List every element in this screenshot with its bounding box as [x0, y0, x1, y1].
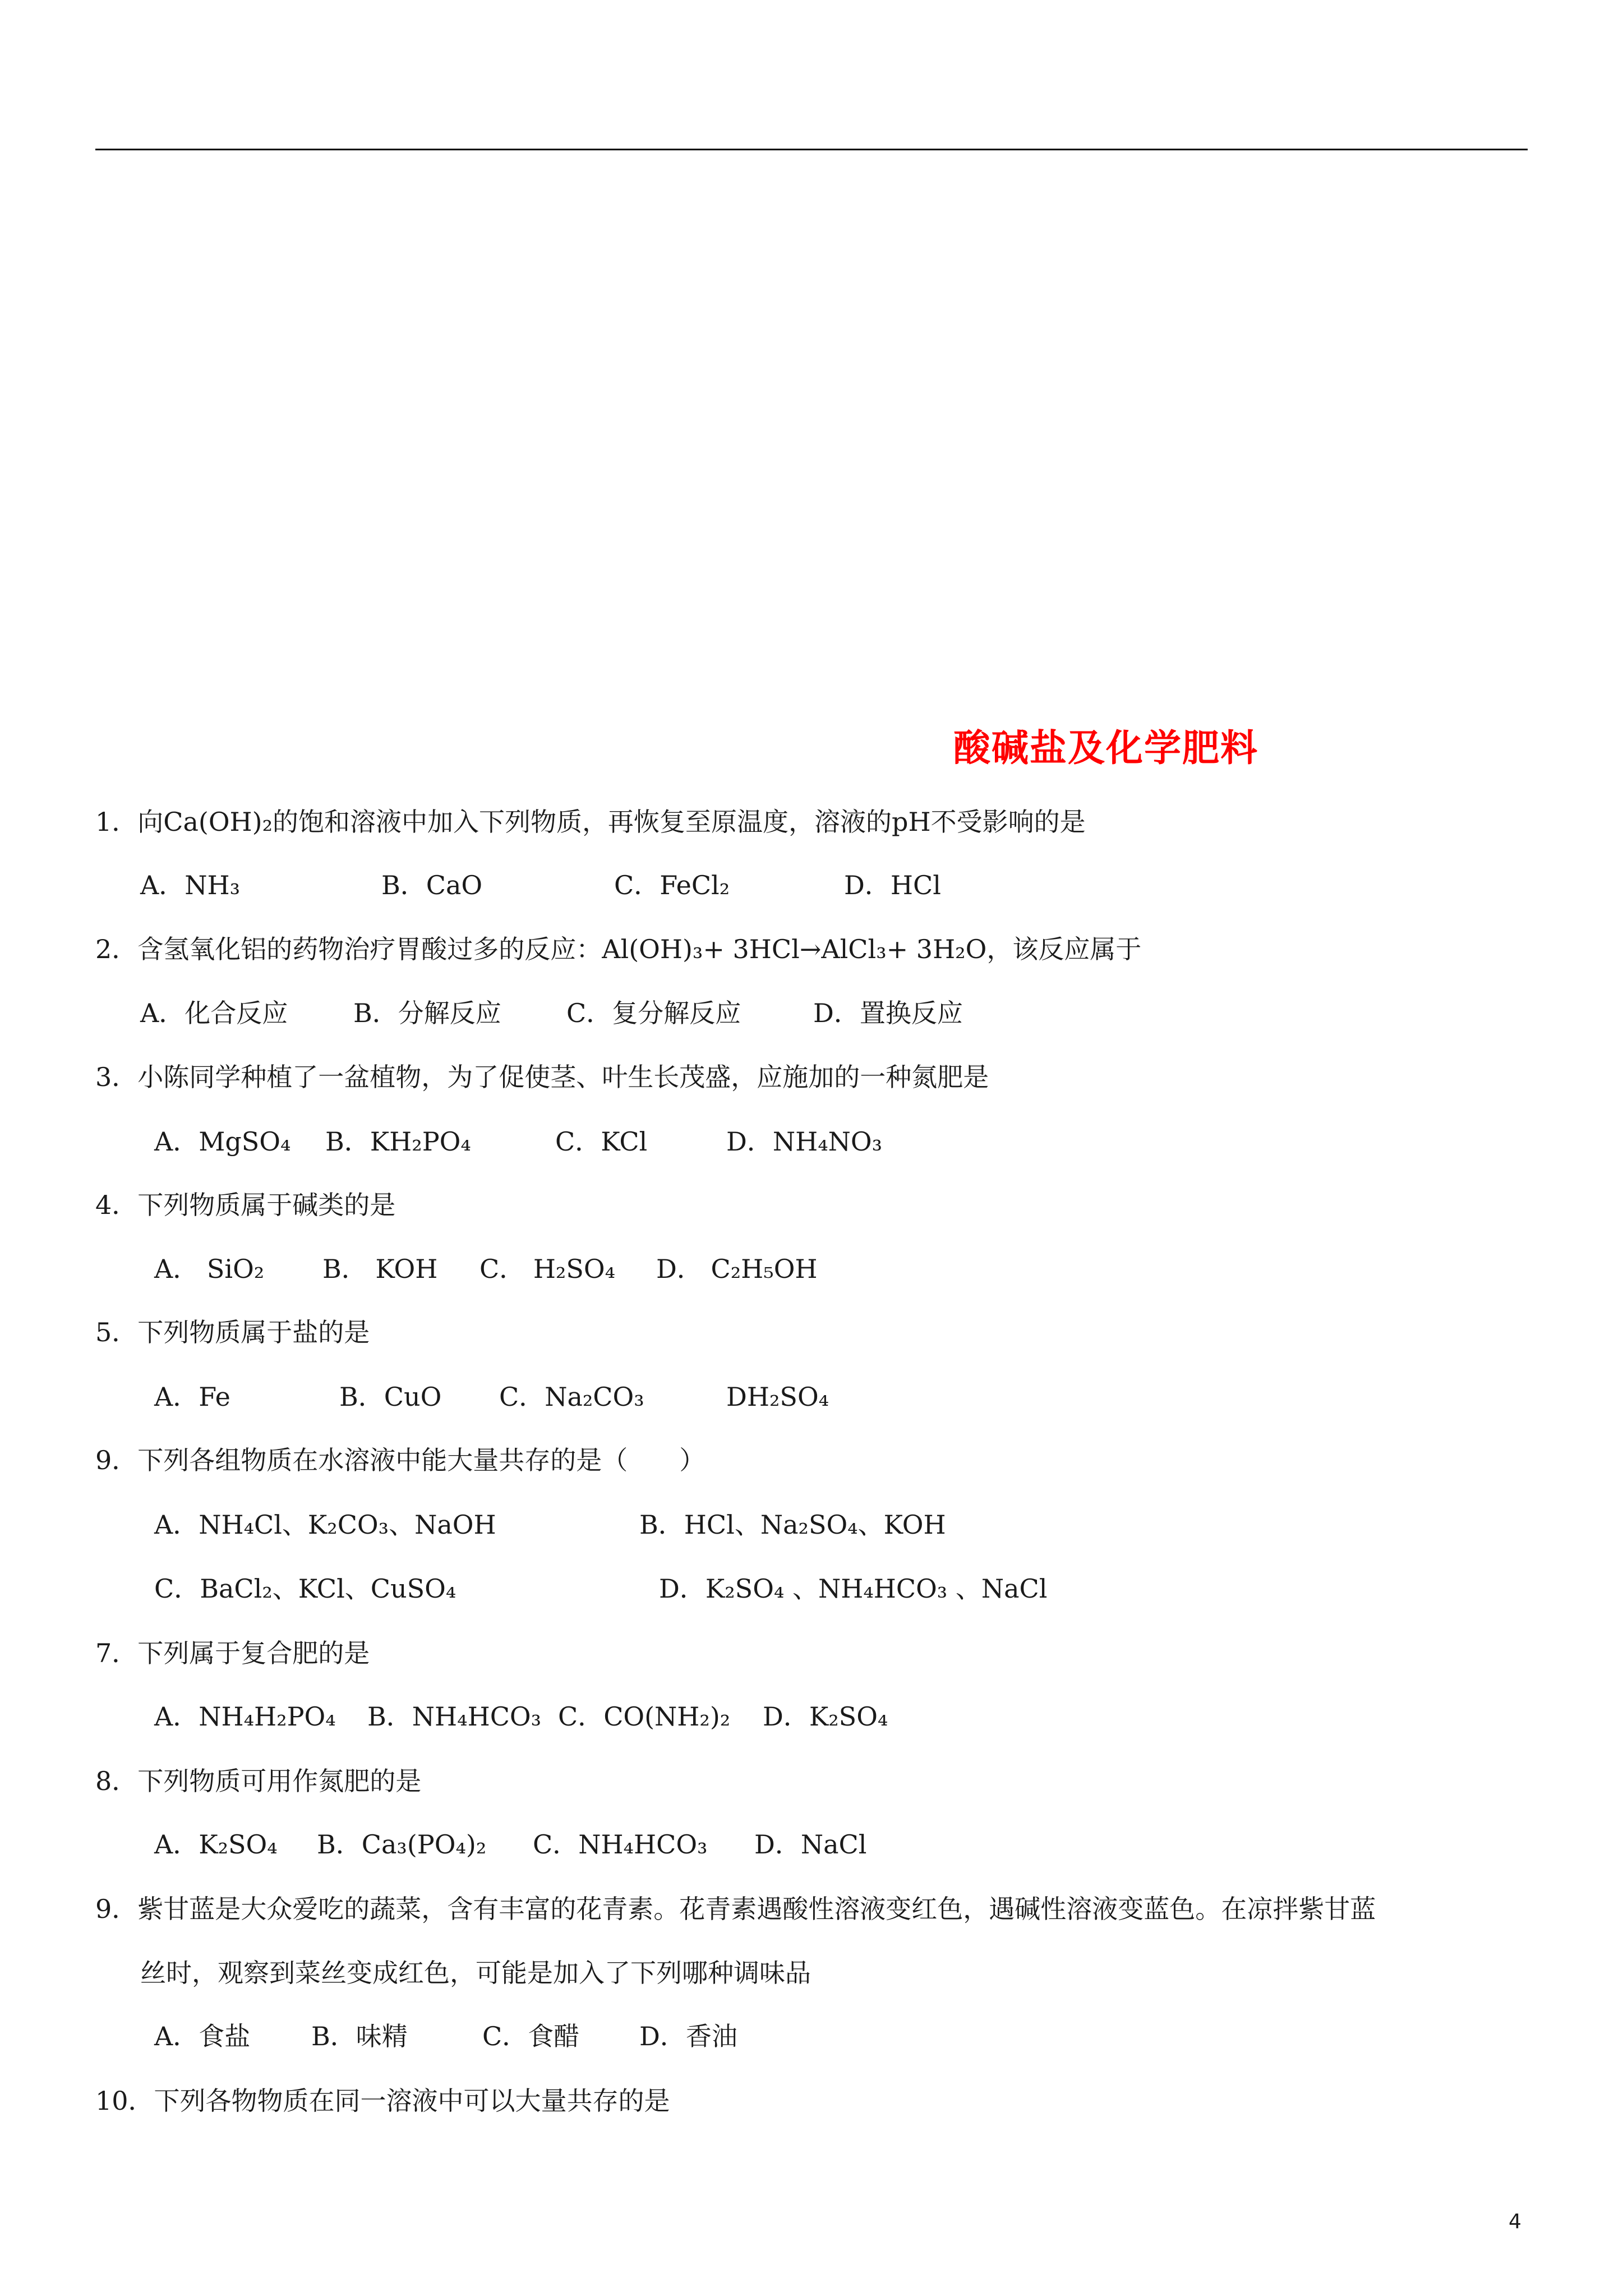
- question-7-option-d: D．K₂SO₄: [763, 1701, 888, 1732]
- question-3-stem: 3．小陈同学种植了一盆植物，为了促使茎、叶生长茂盛，应施加的一种氮肥是: [95, 1062, 989, 1092]
- question-7-option-b: B．NH₄HCO₃: [367, 1701, 542, 1732]
- question-10-stem: 10．下列各物物质在同一溶液中可以大量共存的是: [95, 2086, 670, 2116]
- question-7-option-c: C．CO(NH₂)₂: [558, 1701, 731, 1732]
- question-2-option-a: A．化合反应: [140, 998, 288, 1028]
- question-6-option-a: A．NH₄Cl、K₂CO₃、NaOH: [154, 1510, 496, 1540]
- question-1-stem: 1．向Ca(OH)₂的饱和溶液中加入下列物质，再恢复至原温度，溶液的pH不受影响的是: [95, 807, 1086, 837]
- question-4-option-c: C． H₂SO₄: [479, 1254, 616, 1284]
- question-3-option-a: A．MgSO₄: [154, 1126, 291, 1157]
- question-1-option-d: D．HCl: [844, 870, 941, 900]
- question-9-option-a: A．食盐: [154, 2021, 251, 2051]
- question-6-option-c: C．BaCl₂、KCl、CuSO₄: [154, 1573, 457, 1604]
- question-9-option-b: B．味精: [311, 2021, 408, 2051]
- question-9-stem: 9．紫甘蓝是大众爱吃的蔬菜，含有丰富的花青素。花青素遇酸性溶液变红色，遇碱性溶液变蓝色。在凉拌紫甘蓝: [95, 1894, 1376, 1924]
- question-5-option-a: A．Fe: [154, 1382, 230, 1412]
- question-3-option-b: B．KH₂PO₄: [325, 1126, 471, 1157]
- question-4-option-d: D． C₂H₅OH: [656, 1254, 818, 1284]
- question-4-option-b: B． KOH: [322, 1254, 438, 1284]
- question-7-option-a: A．NH₄H₂PO₄: [154, 1701, 336, 1732]
- question-2-option-b: B．分解反应: [353, 998, 501, 1028]
- question-4-stem: 4．下列物质属于碱类的是: [95, 1190, 396, 1220]
- question-3-option-c: C．KCl: [555, 1126, 648, 1157]
- question-5-option-c: C．Na₂CO₃: [499, 1382, 644, 1412]
- question-8-option-d: D．NaCl: [754, 1829, 867, 1860]
- question-2-option-c: C．复分解反应: [566, 998, 741, 1028]
- question-8-option-b: B．Ca₃(PO₄)₂: [317, 1829, 487, 1860]
- question-2-stem: 2．含氢氧化铝的药物治疗胃酸过多的反应：Al(OH)₃+ 3HCl→AlCl₃+ 3H₂O，该反应属于: [95, 934, 1142, 964]
- question-6-option-d: D．K₂SO₄ 、NH₄HCO₃ 、NaCl: [659, 1573, 1048, 1604]
- question-5-stem: 5．下列物质属于盐的是: [95, 1317, 370, 1347]
- page-number: 4: [1509, 2210, 1521, 2233]
- question-1-option-c: C．FeCl₂: [614, 870, 730, 900]
- question-4-option-a: A． SiO₂: [154, 1254, 265, 1284]
- question-6-option-b: B．HCl、Na₂SO₄、KOH: [639, 1510, 946, 1540]
- header-rule: [95, 149, 1528, 150]
- question-2-option-d: D．置换反应: [813, 998, 963, 1028]
- question-3-option-d: D．NH₄NO₃: [726, 1126, 883, 1157]
- question-8-option-c: C．NH₄HCO₃: [533, 1829, 708, 1860]
- question-9-option-d: D．香油: [639, 2021, 737, 2051]
- question-7-stem: 7．下列属于复合肥的是: [95, 1638, 370, 1668]
- question-8-option-a: A．K₂SO₄: [154, 1829, 278, 1860]
- question-9-stem-continued: 丝时，观察到菜丝变成红色，可能是加入了下列哪种调味品: [140, 1958, 811, 1988]
- question-1-option-a: A．NH₃: [140, 870, 241, 900]
- page-title: 酸碱盐及化学肥料: [953, 726, 1258, 770]
- question-6-stem: 9．下列各组物质在水溶液中能大量共存的是（ ）: [95, 1445, 706, 1475]
- question-5-option-d: DH₂SO₄: [726, 1382, 829, 1412]
- question-9-option-c: C．食醋: [482, 2021, 580, 2051]
- question-5-option-b: B．CuO: [339, 1382, 442, 1412]
- question-8-stem: 8．下列物质可用作氮肥的是: [95, 1766, 422, 1796]
- question-1-option-b: B．CaO: [381, 870, 483, 900]
